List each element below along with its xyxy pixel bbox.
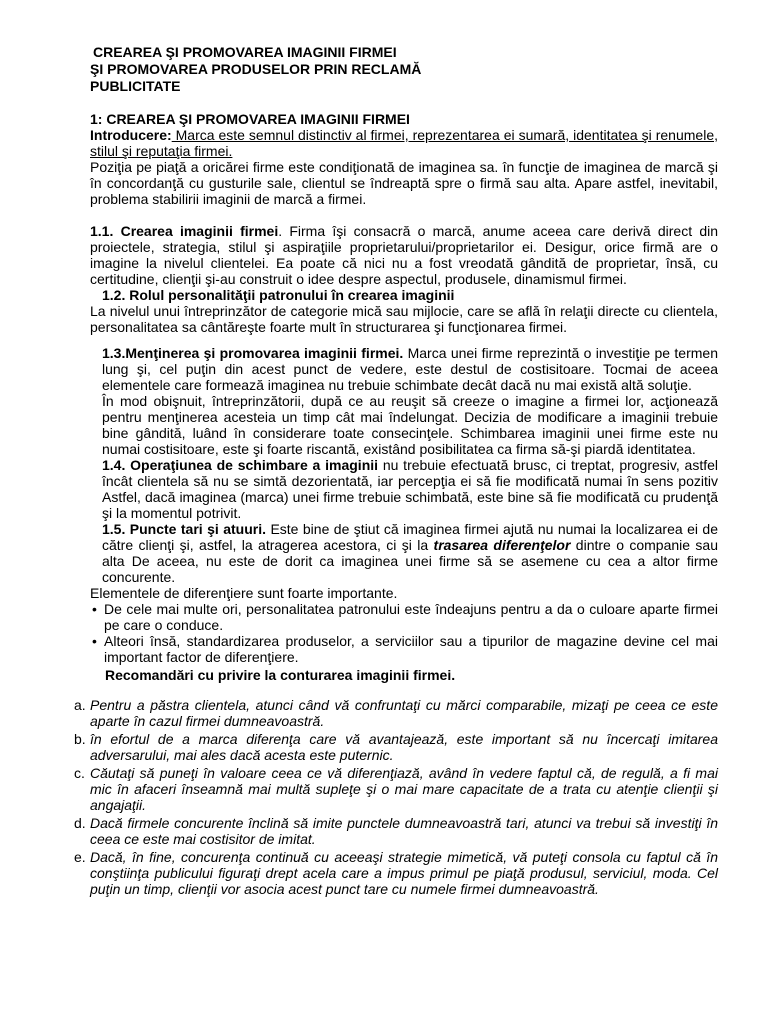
section-1-5-emphasis: trasarea diferenţelor: [433, 537, 571, 553]
intro-label: Introducere:: [90, 127, 172, 143]
title-line-2: ŞI PROMOVAREA PRODUSELOR PRIN RECLAMĂ: [90, 61, 422, 77]
section-1-4: [90, 457, 718, 521]
list-item-text: Căutaţi să puneţi în valoare ceea ce vă diferenţiază, având în vedere faptul că, de regulă, a fi mai mic în afaceri înseamnă mai multă supleţe şi o mai mare capacitate de a trata cu atenţie clienţii şi angajaţii.: [90, 765, 718, 813]
section-1-3: [90, 345, 718, 393]
section-1-4-heading: 1.4. Operaţiunea de schimbare a imaginii: [102, 457, 379, 473]
recommendations-list: [74, 697, 718, 897]
list-item: [74, 849, 718, 897]
title-line-3: PUBLICITATE: [90, 78, 181, 94]
intro-text: Poziţia pe piaţă a oricărei firme este condiţionată de imaginea sa. în funcţie de imaginea de marcă şi în concordanţă cu gusturile sale, clientul se îndreaptă spre o firmă sau alta. Apare astfel, inevitabil, problema stabilirii imaginii de marcă a firmei.: [90, 159, 718, 207]
section-1-5-text-a: Este bine de ştiut că imaginea firmei ajută nu numai la localizarea ei de către clienţi şi, astfel, la atragerea acestora, ci şi la: [102, 521, 719, 553]
section-1-5-text-2: Elementele de diferenţiere sunt foarte importante.: [90, 585, 398, 601]
document-title: [90, 44, 718, 95]
section-1-5-text-b: dintre o companie sau alta De aceea, nu este de dorit ca imaginea unei firme să se asemene cu cea a altor firme concurente.: [102, 537, 718, 585]
section-1-1: [90, 223, 718, 287]
section-1-1-heading: 1.1. Crearea imaginii firmei: [90, 223, 279, 239]
bullet-text: De cele mai multe ori, personalitatea patronului este îndeajuns pentru a da o culoare aparte firmei pe care o conduce.: [104, 601, 718, 633]
list-item-text: în efortul de a marca diferenţa care vă avantajează, este important să nu încercaţi imitarea adversarului, mai ales dacă acesta este puternic.: [90, 731, 718, 763]
list-marker: e.: [74, 849, 86, 865]
section-1-5: [90, 521, 718, 585]
section-1-4-text: nu trebuie efectuată brusc, ci treptat, progresiv, astfel încât clientela să nu se simtă dezorientată, iar percepţia ei să fie modificată numai în sens pozitiv Astfel, dacă imaginea (marca) unei firme trebuie schimbată, este bine să fie modificată cu prudenţă şi la momentul potrivit.: [102, 457, 718, 521]
section-1-3-text-2: În mod obişnuit, întreprinzătorii, după ce au reuşit să creeze o imagine a firmei lor, acţionează pentru menţinerea acesteia un timp cât mai îndelungat. Decizia de modificare a imaginii trebuie bine gândită, luând în considerare toate consecinţele. Schimbarea imaginii unei firme este nu numai costisitoare, este şi foarte riscantă, existând posibilitatea ca firma să-şi piardă identitatea.: [102, 393, 718, 457]
intro-underlined-text: Marca este semnul distinctiv al firmei, reprezentarea ei sumară, identitatea şi renumele, stilul şi reputaţia firmei.: [90, 127, 718, 159]
section-1-3-text: Marca unei firme reprezintă o investiţie pe termen lung şi, cel puţin din acest punct de vedere, este destul de costisitoare. Tocmai de aceea elementele care formează imaginea nu trebuie schimbate decât dacă nu mai există altă soluţie.: [102, 345, 718, 393]
intro-paragraph: [90, 127, 718, 159]
section-1-2-text: La nivelul unui întreprinzător de categorie mică sau mijlocie, care se află în relaţii directe cu clientela, personalitatea sa cântăreşte foarte mult în structurarea şi funcţionarea firmei.: [90, 303, 718, 335]
section-1-3-heading: 1.3.Menţinerea şi promovarea imaginii firmei.: [102, 345, 404, 361]
document-page: [74, 44, 719, 897]
section-1-2-heading: 1.2. Rolul personalităţii patronului în crearea imaginii: [102, 287, 455, 303]
recommendations-heading: Recomandări cu privire la conturarea imaginii firmei.: [105, 667, 456, 683]
list-item: [74, 815, 718, 847]
bullet-text: Alteori însă, standardizarea produselor, a serviciilor sau a tipurilor de magazine devine cel mai important factor de diferenţiere.: [104, 633, 718, 665]
section-1-1-text: . Firma îşi consacră o marcă, anume aceea care derivă direct din proiectele, strategia, stilul şi aspiraţiile proprietarului/proprietarilor ei. Desigur, orice firmă are o imagine la nivelul clientelei. Ea poate că nici nu a fost vreodată gândită de proprietar, însă, cu certitudine, clienţii şi-au construit o idee despre aspectul, produsele, dinamismul firmei.: [90, 223, 718, 287]
list-marker: c.: [74, 765, 85, 781]
list-item-text: Dacă firmele concurente înclină să imite punctele dumneavoastră tari, atunci va trebui să investiţi în ceea ce este mai costisitor de imitat.: [90, 815, 718, 847]
bullet-marker: •: [92, 633, 97, 649]
bullet-item: [90, 633, 718, 665]
list-marker: a.: [74, 697, 86, 713]
list-item: [74, 731, 718, 763]
list-item-text: Pentru a păstra clientela, atunci când vă confruntaţi cu mărci comparabile, mizaţi pe ceea ce este aparte în cazul firmei dumneavoastră.: [90, 697, 718, 729]
section-1-heading: 1: CREAREA ŞI PROMOVAREA IMAGINII FIRMEI: [90, 111, 410, 127]
list-marker: d.: [74, 815, 86, 831]
bullet-item: [90, 601, 718, 633]
bullet-marker: •: [92, 601, 97, 617]
list-item: [74, 765, 718, 813]
list-item: [74, 697, 718, 729]
section-1-5-heading: 1.5. Puncte tari şi atuuri.: [102, 521, 267, 537]
list-item-text: Dacă, în fine, concurenţa continuă cu aceeaşi strategie mimetică, vă puteţi consola cu faptul că în conştiinţa publicului figuraţi drept acela care a impus primul pe piaţă produsul, serviciul, moda. Cel puţin un timp, clienţii vor asocia acest punct tare cu numele firmei dumneavoastră.: [90, 849, 718, 897]
list-marker: b.: [74, 731, 86, 747]
title-line-1: CREAREA ŞI PROMOVAREA IMAGINII FIRMEI: [93, 44, 397, 60]
